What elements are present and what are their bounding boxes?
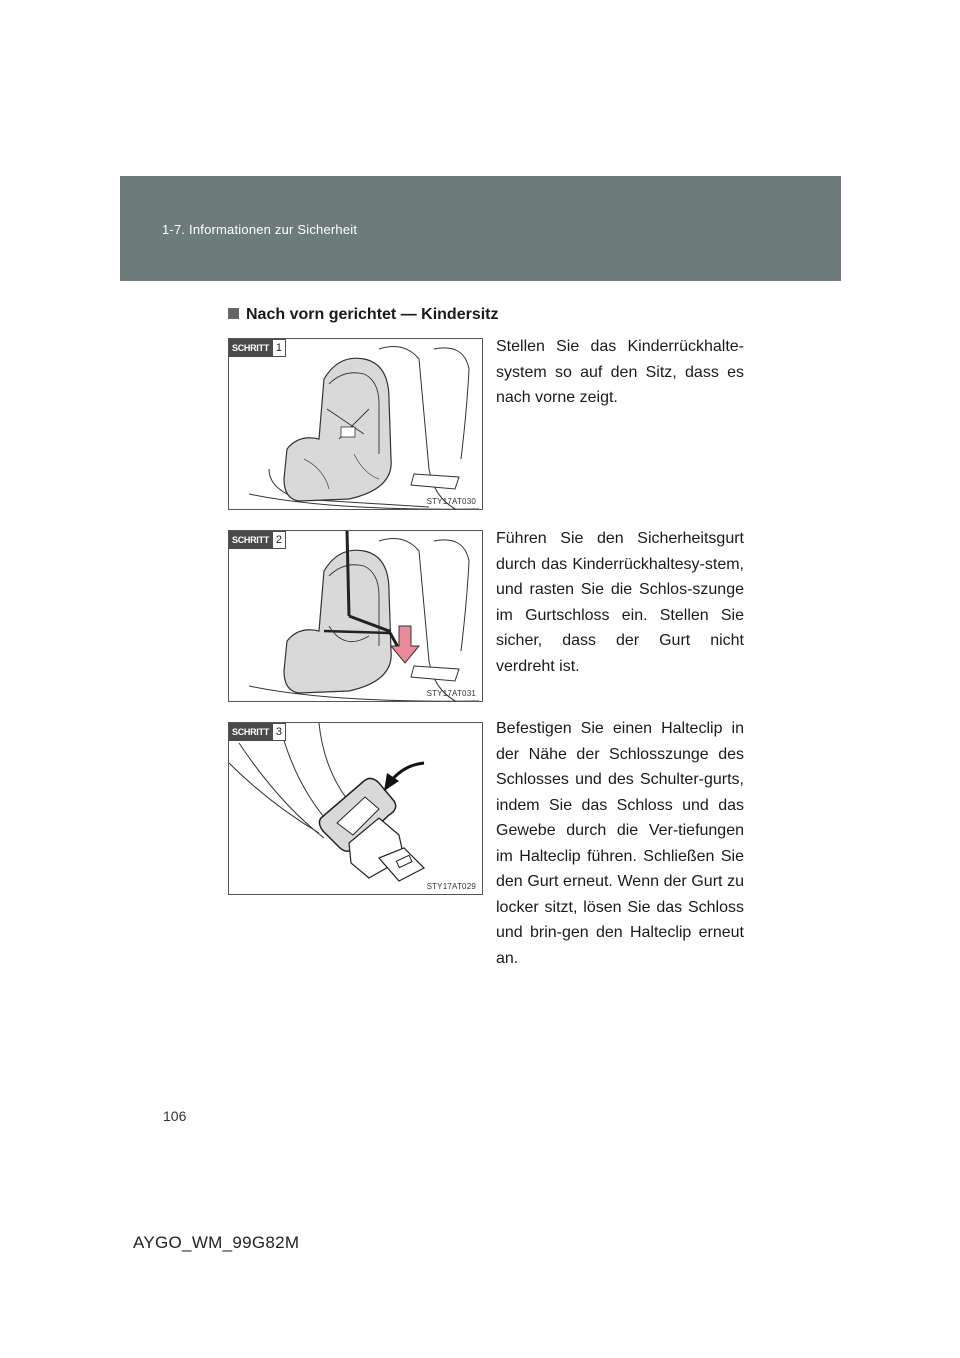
step-3-badge [229,723,286,741]
step-2-figure [228,530,483,702]
locking-clip-illustration [229,723,483,895]
figure-code: STY17AT031 [426,689,476,698]
section-heading [228,306,499,324]
step-1-figure [228,338,483,510]
step-word: SCHRITT [229,723,272,741]
step-2-badge [229,531,286,549]
step-2-text: Führen Sie den Sicherheitsgurt durch das Kinderrückhaltesy-stem, und rasten Sie die Schlos-szunge im Gurtschloss ein. Stellen Sie sicher, dass der Gurt nicht verdreht ist. [496,530,744,675]
figure-code: STY17AT030 [426,497,476,506]
step-number: 1 [272,339,286,357]
step-word: SCHRITT [229,339,272,357]
child-seat-belt-illustration [229,531,483,702]
figure-code: STY17AT029 [426,882,476,891]
step-number: 2 [272,531,286,549]
document-code: AYGO_WM_99G82M [133,1233,300,1252]
square-bullet-icon [228,308,239,319]
section-title: 1-7. Informationen zur Sicherheit [162,222,358,237]
step-3-figure [228,722,483,895]
step-word: SCHRITT [229,531,272,549]
step-3-text: Befestigen Sie einen Halteclip in der Nähe der Schlosszunge des Schlosses und des Schulter-gurts, indem Sie das Schloss und das Gewebe durch die Ver-tiefungen im Halteclip führen. Schließen Sie den Gurt erneut. Wenn der Gurt zu locker sitzt, lösen Sie das Schloss und brin-gen den Halteclip erneut an. [496,720,744,967]
step-number: 3 [272,723,286,741]
step-1-badge [229,339,286,357]
header-band [120,176,841,281]
heading-text: Nach vorn gerichtet — Kindersitz [246,306,499,323]
child-seat-illustration [229,339,483,510]
page-number: 106 [163,1108,187,1124]
step-1-text: Stellen Sie das Kinderrückhalte-system so auf den Sitz, dass es nach vorne zeigt. [496,338,744,406]
